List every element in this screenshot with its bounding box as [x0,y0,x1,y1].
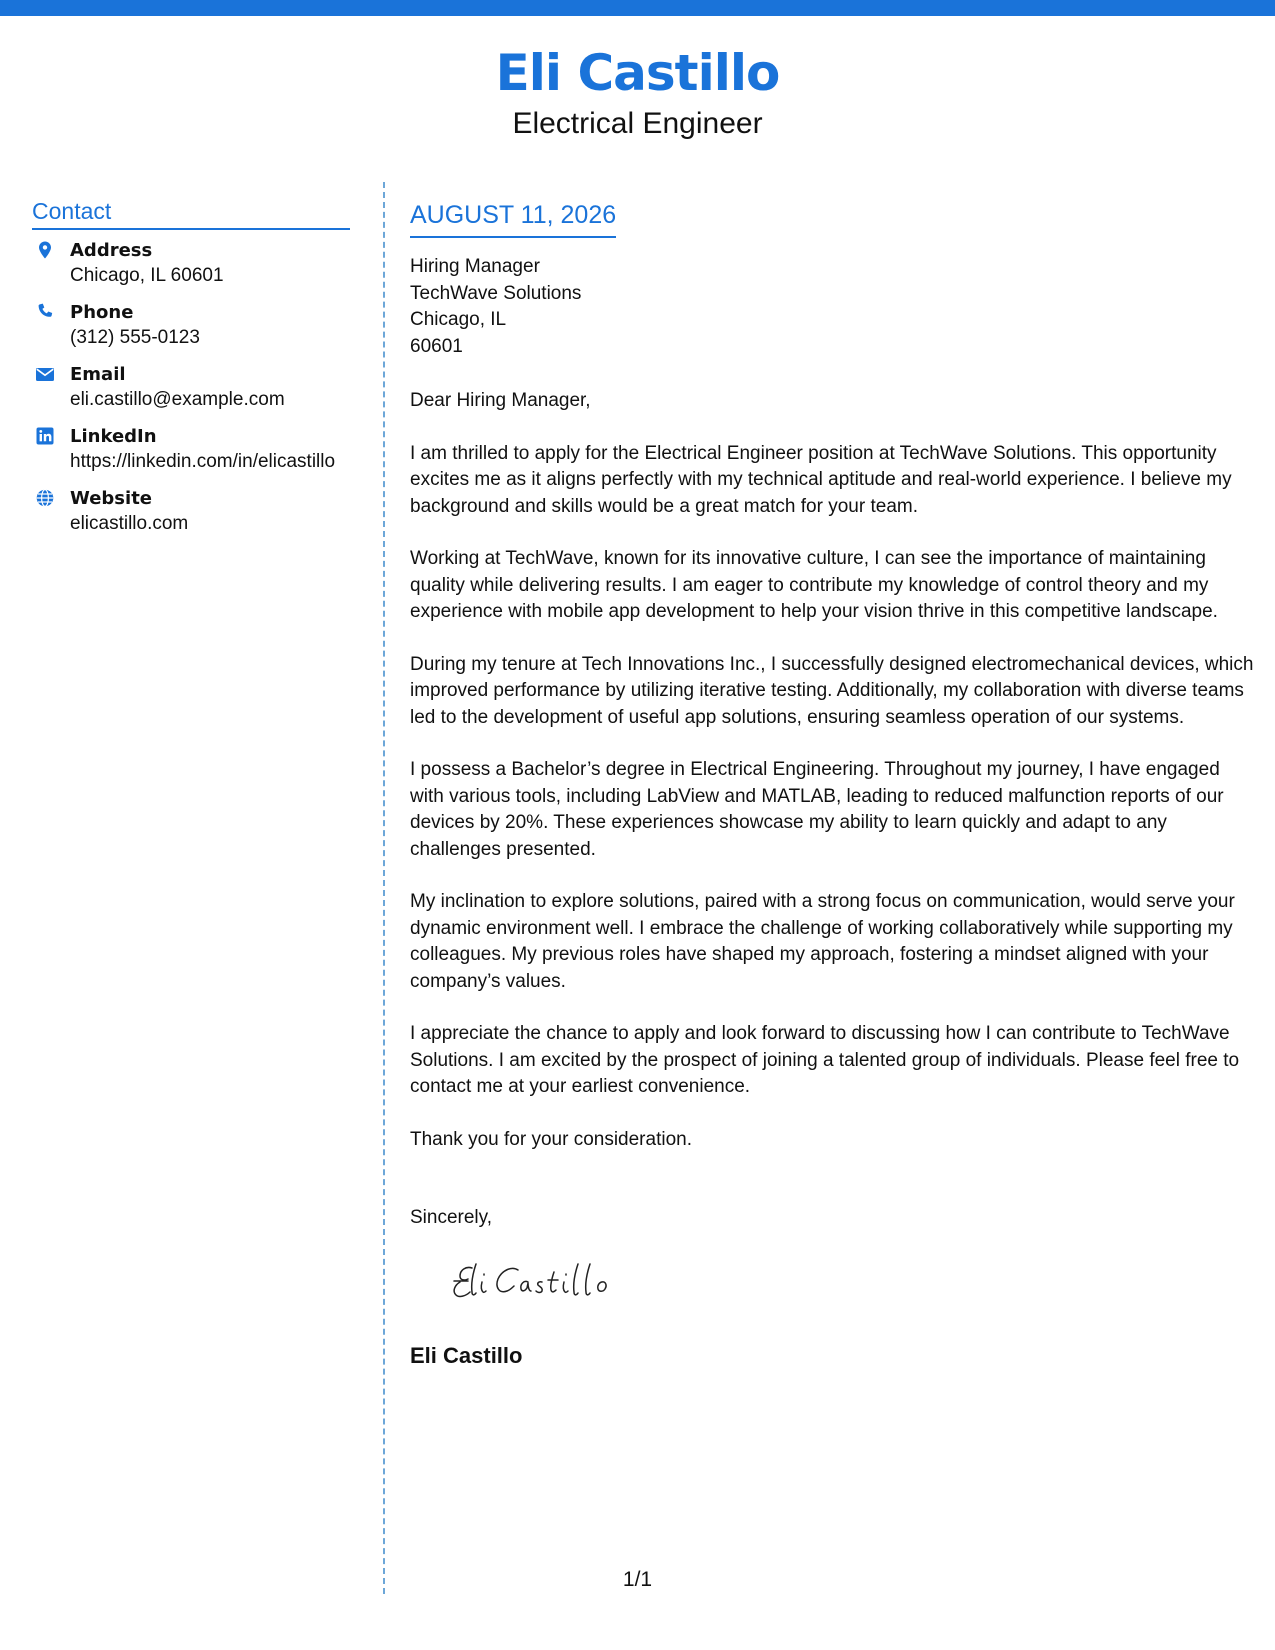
paragraph: During my tenure at Tech Innovations Inc., I successfully designed electromechanical devices, which improved performance by utilizing iterative testing. Additionally, my collaboration with diverse teams led to the development of useful app solutions, ensuring seamless operation of our systems. [410,653,1254,728]
letter-body [410,198,1258,1370]
contact-label: LinkedIn [70,426,157,447]
closing: Sincerely, [410,1207,493,1228]
page-number: 1/1 [622,1568,653,1591]
contact-list [32,238,350,536]
contact-label: Email [70,364,126,385]
signed-name: Eli Castillo [410,1343,523,1368]
applicant-title: Electrical Engineer [512,107,763,140]
phone-icon [35,302,55,322]
website-link[interactable]: elicastillo.com [70,513,189,534]
linkedin-icon [35,426,55,446]
location-pin-icon [35,240,55,260]
paragraph: Working at TechWave, known for its innovative culture, I can see the importance of maintaining quality while delivering results. I am eager to contribute my knowledge of control theory and my experience with mobile app development to help your vision thrive in this competitive landscape. [410,548,1218,622]
paragraph: I am thrilled to apply for the Electrical Engineer position at TechWave Solutions. This opportunity excites me as it aligns perfectly with my technical aptitude and real-world experience. I believe my background and skills would be a great match for your team. [410,442,1232,517]
globe-icon [35,488,55,508]
contact-label: Phone [70,302,134,323]
contact-item-address [32,238,350,288]
phone-value: (312) 555-0123 [70,327,200,348]
recipient-block [410,254,1258,360]
column-divider [383,182,385,1594]
letter-date: AUGUST 11, 2026 [410,198,616,238]
paragraph: I possess a Bachelor’s degree in Electrical Engineering. Throughout my journey, I have engaged with various tools, including LabView and MATLAB, leading to reduced malfunction reports of our devices by 20%. These experiences showcase my ability to learn quickly and adapt to any challenges presented. [410,759,1224,860]
contact-label: Address [70,240,153,261]
contact-item-linkedin [32,424,350,474]
applicant-name: Eli Castillo [495,44,780,102]
paragraph: My inclination to explore solutions, paired with a strong focus on communication, would serve your dynamic environment well. I embrace the challenge of working collaboratively while supporting my colleagues. My previous roles have shaped my approach, fostering a mindset aligned with your company’s values. [410,891,1235,992]
recipient-line: Hiring Manager [410,256,540,277]
resume-header [0,40,1275,142]
recipient-line: 60601 [410,335,463,357]
paragraph: Thank you for your consideration. [410,1128,692,1150]
linkedin-link[interactable]: https://linkedin.com/in/elicastillo [70,451,336,472]
address-value: Chicago, IL 60601 [70,265,224,286]
signature-image [450,1254,650,1310]
contact-label: Website [70,488,153,509]
contact-heading: Contact [32,196,350,230]
recipient-line: Chicago, IL [410,309,507,330]
contact-sidebar [32,196,350,548]
top-accent-bar [0,0,1275,16]
paragraph: I appreciate the chance to apply and look forward to discussing how I can contribute to TechWave Solutions. I am excited by the prospect of joining a talented group of individuals. Please feel free to contact me at your earliest convenience. [410,1023,1240,1097]
email-link[interactable]: eli.castillo@example.com [70,389,285,410]
recipient-line: TechWave Solutions [410,282,582,304]
email-icon [35,364,55,384]
contact-item-phone [32,300,350,350]
salutation: Dear Hiring Manager, [410,390,591,411]
contact-item-email [32,362,350,412]
contact-item-website [32,486,350,536]
